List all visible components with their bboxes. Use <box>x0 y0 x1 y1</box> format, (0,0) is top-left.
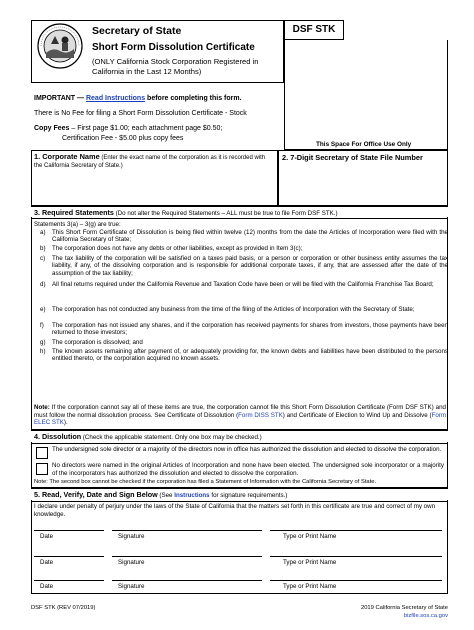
form-code-label: DSF STK <box>292 24 336 35</box>
section5-title: 5. Read, Verify, Date and Sign Below <box>34 490 158 499</box>
signature-line-1[interactable] <box>112 530 262 531</box>
important-suffix: before completing this form. <box>145 95 242 102</box>
office-use-box <box>284 40 448 150</box>
date-label-3: Date <box>40 583 54 590</box>
statement-h: h) The known assets remaining after payment of, or adequately providing for, the known debts and liabilities have been distributed to the persons entitled thereto, or the corporation acquired no known assets. <box>40 348 448 363</box>
statement-d: d) All final returns required under the California Revenue and Taxation Code have been or will be filed with the California Franchise Tax Board; <box>40 281 434 288</box>
section3-note: Note: If the corporation cannot say all of these items are true, the corporation cannot file this Short Form Dissolution Certificate (Form DSF STK) and must follow the normal dissolution process. See Certificate of Dissolution (Form DISS STK) and Certificate of Election to Wind Up and Dissolve (Form ELEC STK). <box>34 404 446 427</box>
section4-note: Note: The second box cannot be checked if the corporation has filed a Statement of Information with the California Secretary of State. <box>34 479 377 485</box>
form-diss-stk-link[interactable]: Form DISS STK <box>238 411 283 419</box>
signature-label-3: Signature <box>118 583 145 590</box>
section5-header: 5. Read, Verify, Date and Sign Below (See Instructions for signature requirements.) <box>31 488 448 502</box>
important-line <box>34 95 242 103</box>
name-line-3[interactable] <box>270 580 442 581</box>
date-line-1[interactable] <box>34 530 104 531</box>
statement-f: f) The corporation has not issued any shares, and if the corporation has received payments for shares from investors, those payments have been returned to those investors; <box>40 322 448 337</box>
section3-hint: (Do not alter the Required Statements – ALL must be true to file Form DSF STK.) <box>115 210 338 217</box>
date-line-2[interactable] <box>34 556 104 557</box>
header-note: (ONLY California Stock Corporation Registered in California in the Last 12 Months) <box>92 57 259 76</box>
section1-hint: (Enter the exact name of the corporation as it is recorded with the California Secretary of State.) <box>34 155 266 169</box>
name-line-1[interactable] <box>270 530 442 531</box>
footer-form-rev: DSF STK (REV 07/2019) <box>31 605 96 611</box>
signature-instructions-link[interactable]: Instructions <box>174 492 210 499</box>
read-instructions-link[interactable]: Read Instructions <box>85 95 146 102</box>
section3-title: 3. Required Statements <box>34 208 114 217</box>
state-seal-icon <box>37 22 83 72</box>
signature-label-1: Signature <box>118 533 145 540</box>
name-label-1: Type or Print Name <box>283 533 337 540</box>
footer-url-link[interactable]: bizfile.sos.ca.gov <box>403 613 448 619</box>
date-line-3[interactable] <box>34 580 104 581</box>
dissolution-option2-checkbox[interactable] <box>36 463 48 475</box>
section4-hint: (Check the applicable statement. Only one box may be checked.) <box>82 434 262 441</box>
statement-b: b) The corporation does not have any debts or other liabilities, except as provided in Item 3(c); <box>40 245 303 252</box>
important-prefix: IMPORTANT — <box>34 95 86 102</box>
signature-label-2: Signature <box>118 559 145 566</box>
corporate-name-label <box>34 153 272 170</box>
signature-line-2[interactable] <box>112 556 262 557</box>
dissolution-option1-text: The undersigned sole director or a majority of the directors now in office has authorized the dissolution and elected to dissolve the corporation. <box>52 446 442 453</box>
name-label-2: Type or Print Name <box>283 559 337 566</box>
section1-label: 1. Corporate Name <box>34 152 100 161</box>
statement-g: g) The corporation is dissolved; and <box>40 339 143 346</box>
header-subtitle: Short Form Dissolution Certificate <box>92 42 255 53</box>
no-fee-line: There is No Fee for filing a Short Form Dissolution Certificate - Stock <box>34 110 247 117</box>
perjury-declaration: I declare under penalty of perjury under the laws of the State of California that the matters set forth in this certificate are true and correct of my own knowledge. <box>34 503 436 518</box>
section3-lead: Statements 3(a) – 3(g) are true: <box>34 221 121 228</box>
copy-fees-text: – First page $1.00; each attachment page $0.50; <box>69 125 223 132</box>
dissolution-option2-text: No directors were named in the original Articles of Incorporation and none have been elected. The undersigned sole incorporator or a majority of the incorporators has authorized the dissolution and elected to dissolve the corporation. <box>52 462 444 477</box>
section2-label: 2. 7-Digit Secretary of State File Number <box>282 153 423 162</box>
footer-copyright: 2019 California Secretary of State <box>360 605 448 611</box>
certification-fee-line: Certification Fee - $5.00 plus copy fees <box>62 135 184 142</box>
section4-title: 4. Dissolution <box>34 432 82 441</box>
date-label-1: Date <box>40 533 54 540</box>
office-use-label: This Space For Office Use Only <box>316 141 412 148</box>
name-line-2[interactable] <box>270 556 442 557</box>
copy-fees-label: Copy Fees <box>34 125 70 132</box>
statement-a: a) This Short Form Certificate of Dissolution is being filed within twelve (12) months from the date the Articles of Incorporation were filed with the California Secretary of State; <box>40 229 448 244</box>
copy-fees-line <box>34 125 222 132</box>
form-elec-stk-link[interactable]: Form ELEC STK <box>34 411 446 427</box>
name-label-3: Type or Print Name <box>283 583 337 590</box>
header-title: Secretary of State <box>92 25 182 37</box>
date-label-2: Date <box>40 559 54 566</box>
dissolution-option1-checkbox[interactable] <box>36 447 48 459</box>
statement-e: e) The corporation has not conducted any business from the time of the filing of the Articles of Incorporation with the Secretary of State; <box>40 306 415 313</box>
statement-c: c) The tax liability of the corporation will be satisfied on a taxes paid basis, or a person or corporation or other business entity assumes the tax liability, if any, of the dissolving corporation and is responsible for additional corporate taxes, if any, that are assessed after the date of the assumption of the tax liability; <box>40 255 448 277</box>
form-code-badge <box>284 20 344 40</box>
signature-line-3[interactable] <box>112 580 262 581</box>
